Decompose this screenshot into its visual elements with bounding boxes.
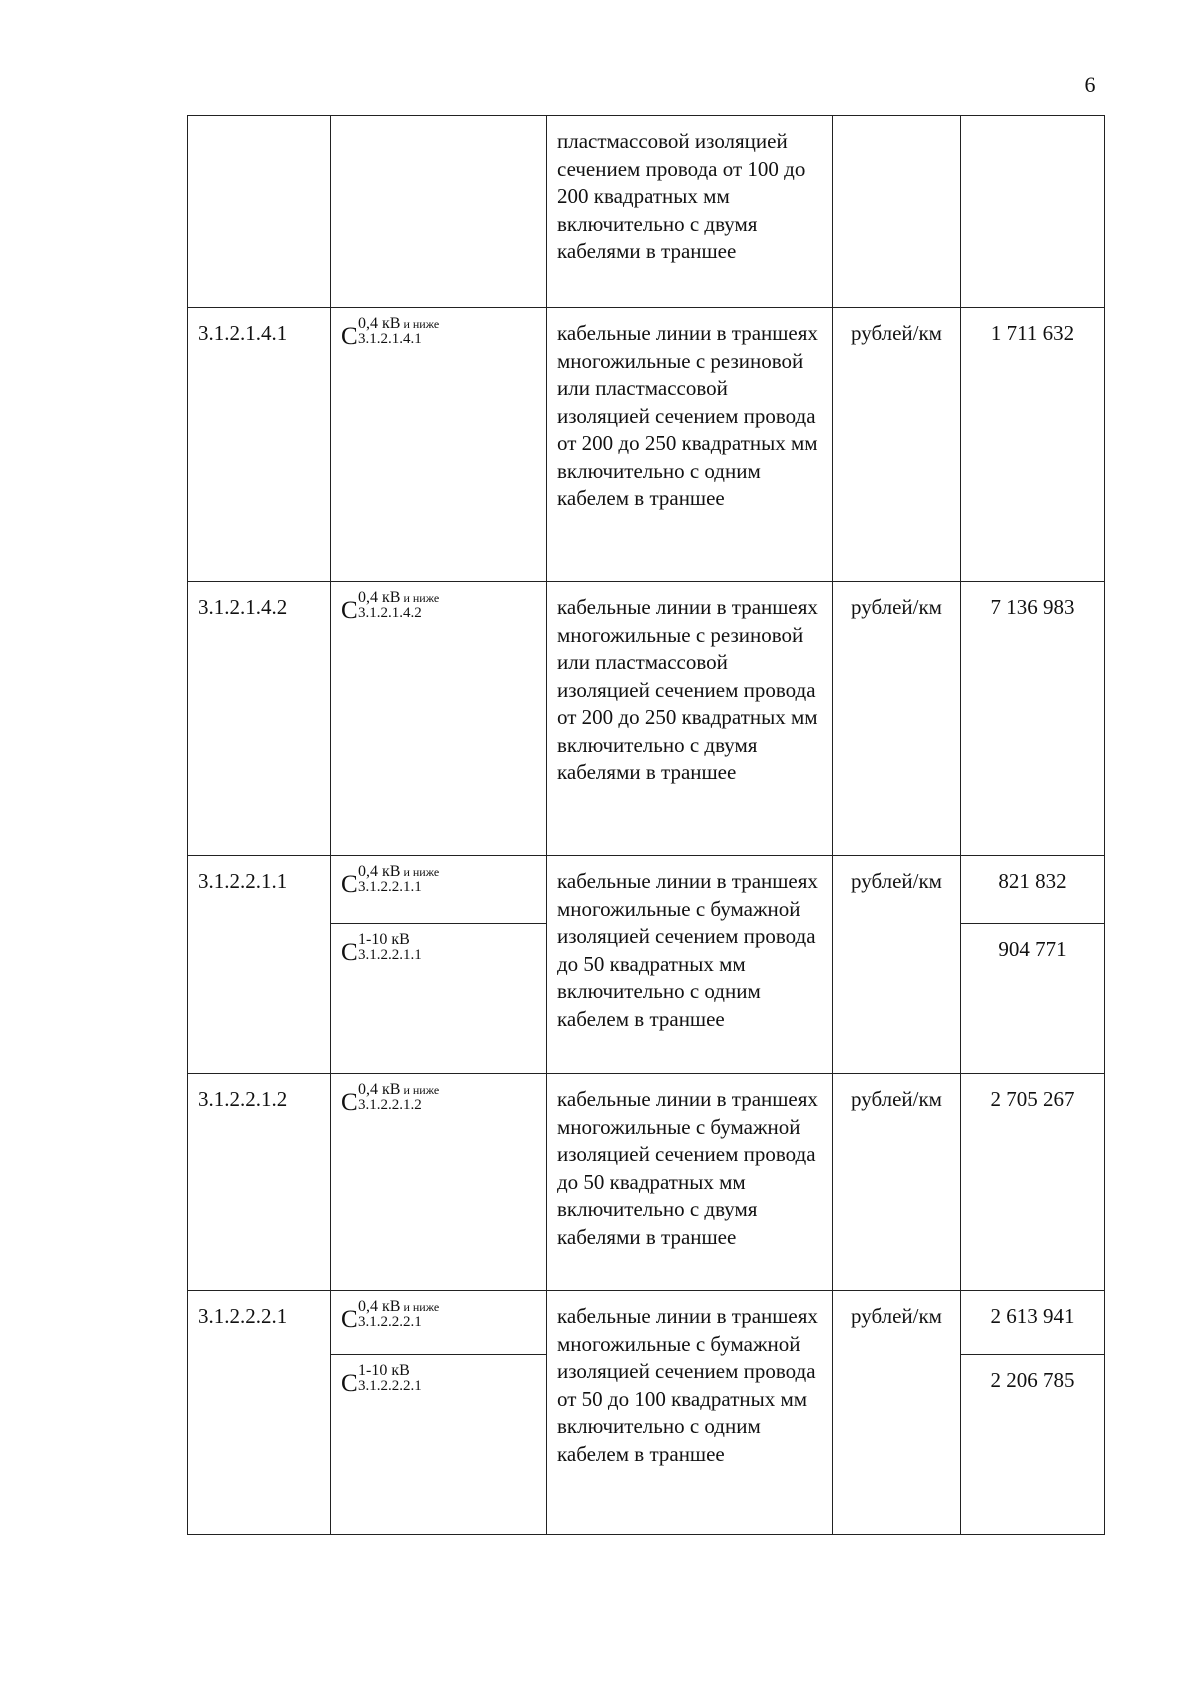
rate-symbol: C 0,4 кВ и ниже 3.1.2.2.2.1 bbox=[341, 1298, 440, 1333]
symbol-cell bbox=[331, 1355, 547, 1535]
rate-symbol: C 0,4 кВ и ниже 3.1.2.2.1.1 bbox=[341, 863, 440, 898]
description-text: пластмассовой изоляцией сечением провода от 100 до 200 квадратных мм включительно с двумя кабелями в траншее bbox=[557, 129, 806, 263]
table-row bbox=[188, 1074, 1105, 1291]
unit-cell: рублей/км bbox=[833, 1074, 961, 1291]
code-cell: 3.1.2.1.4.2 bbox=[188, 582, 331, 856]
rates-table bbox=[187, 115, 1105, 1535]
description-cell bbox=[547, 116, 833, 308]
unit-cell: рублей/км bbox=[833, 308, 961, 582]
table-row bbox=[188, 116, 1105, 308]
page-number: 6 bbox=[1084, 72, 1096, 97]
description-cell: кабельные линии в траншеях многожильные с резиновой или пластмассовой изоляцией сечением провода от 200 до 250 квадратных мм включительно с одним кабелем в траншее bbox=[547, 308, 833, 582]
unit-cell bbox=[833, 116, 961, 308]
code-cell: 3.1.2.2.2.1 bbox=[188, 1291, 331, 1535]
value-cell: 821 832 bbox=[961, 856, 1105, 924]
rate-symbol: C 0,4 кВ и ниже 3.1.2.2.1.2 bbox=[341, 1081, 440, 1116]
code-cell: 3.1.2.2.1.1 bbox=[188, 856, 331, 1074]
symbol-cell bbox=[331, 116, 547, 308]
unit-cell: рублей/км bbox=[833, 856, 961, 1074]
symbol-cell bbox=[331, 1074, 547, 1291]
symbol-cell bbox=[331, 924, 547, 1074]
rate-symbol: C 1-10 кВ 3.1.2.2.2.1 bbox=[341, 1362, 422, 1397]
table-row bbox=[188, 308, 1105, 582]
value-cell: 2 705 267 bbox=[961, 1074, 1105, 1291]
description-cell: кабельные линии в траншеях многожильные с бумажной изоляцией сечением провода до 50 квадратных мм включительно с одним кабелем в траншее bbox=[547, 856, 833, 1074]
table-row bbox=[188, 1291, 1105, 1355]
rate-symbol: C 1-10 кВ 3.1.2.2.1.1 bbox=[341, 931, 422, 966]
rate-symbol: C 0,4 кВ и ниже 3.1.2.1.4.1 bbox=[341, 315, 440, 350]
value-cell: 1 711 632 bbox=[961, 308, 1105, 582]
value-cell bbox=[961, 116, 1105, 308]
unit-cell: рублей/км bbox=[833, 1291, 961, 1535]
value-cell: 2 613 941 bbox=[961, 1291, 1105, 1355]
code-cell: 3.1.2.2.1.2 bbox=[188, 1074, 331, 1291]
description-cell: кабельные линии в траншеях многожильные с бумажной изоляцией сечением провода от 50 до 100 квадратных мм включительно с одним кабелем в траншее bbox=[547, 1291, 833, 1535]
value-cell: 2 206 785 bbox=[961, 1355, 1105, 1535]
value-cell: 904 771 bbox=[961, 924, 1105, 1074]
code-cell: 3.1.2.1.4.1 bbox=[188, 308, 331, 582]
description-cell: кабельные линии в траншеях многожильные с резиновой или пластмассовой изоляцией сечением провода от 200 до 250 квадратных мм включительно с двумя кабелями в траншее bbox=[547, 582, 833, 856]
description-cell: кабельные линии в траншеях многожильные с бумажной изоляцией сечением провода до 50 квадратных мм включительно с двумя кабелями в траншее bbox=[547, 1074, 833, 1291]
code-cell bbox=[188, 116, 331, 308]
symbol-cell bbox=[331, 1291, 547, 1355]
symbol-cell bbox=[331, 582, 547, 856]
rate-symbol: C 0,4 кВ и ниже 3.1.2.1.4.2 bbox=[341, 589, 440, 624]
symbol-cell bbox=[331, 856, 547, 924]
value-cell: 7 136 983 bbox=[961, 582, 1105, 856]
table-row bbox=[188, 856, 1105, 924]
symbol-cell bbox=[331, 308, 547, 582]
unit-cell: рублей/км bbox=[833, 582, 961, 856]
table-row bbox=[188, 582, 1105, 856]
